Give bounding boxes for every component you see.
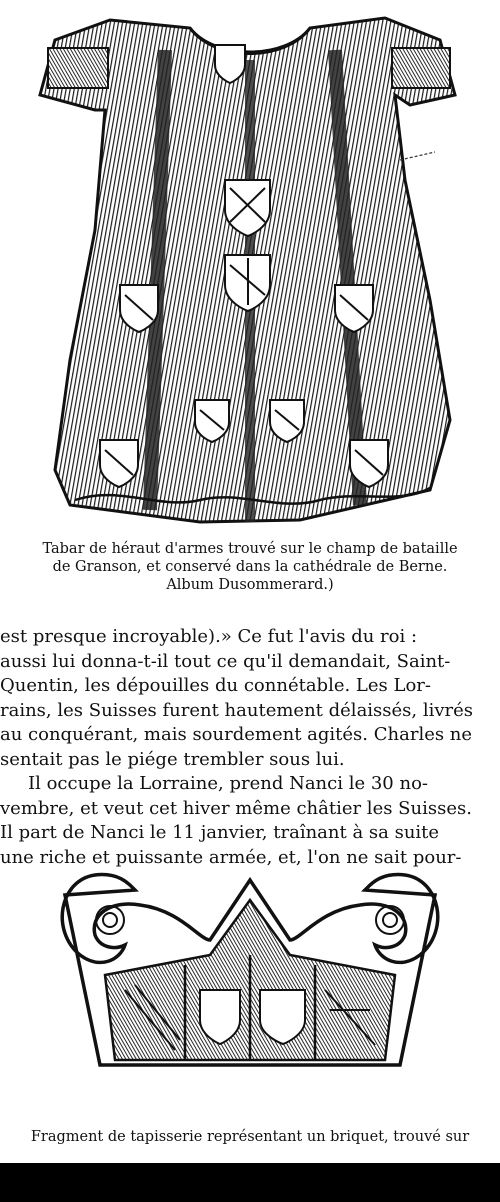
text-line: Quentin, les dépouilles du connétable. Les Lor-	[0, 675, 431, 696]
text-line: une riche et puissante armée, et, l'on ne sait pour-	[0, 846, 462, 868]
tabard-engraving	[0, 0, 500, 530]
text-line: rains, les Suisses furent hautement délaissés, livrés	[0, 699, 474, 721]
figure-caption-tabard	[0, 540, 500, 594]
caption-line: de Granson, et conservé dans la cathédrale de Berne.	[52, 559, 448, 575]
text-line: au conquérant, mais sourdement agités. Charles ne	[0, 724, 473, 745]
text-line: est presque incroyable).» Ce fut l'avis du roi :	[0, 626, 418, 647]
tapestry-fragment-illustration	[0, 860, 500, 1130]
caption-line: Album Dusommerard.)	[166, 577, 334, 593]
tabard-illustration	[0, 0, 500, 530]
briquet-engraving	[0, 860, 500, 1130]
text-line: Il occupe la Lorraine, prend Nanci le 30 no-	[28, 773, 428, 794]
text-line: vembre, et veut cet hiver même châtier les Suisses.	[0, 797, 472, 819]
text-line: aussi lui donna-t-il tout ce qu'il demandait, Saint-	[0, 650, 451, 672]
body-paragraphs	[0, 625, 500, 870]
caption-line: Tabar de héraut d'armes trouvé sur le champ de bataille	[42, 541, 458, 557]
scan-edge-bar	[0, 1163, 500, 1202]
text-line: sentait pas le piége trembler sous lui.	[0, 748, 345, 770]
figure-caption-fragment	[0, 1128, 500, 1146]
text-line: Il part de Nanci le 11 janvier, traînant à sa suite	[0, 822, 440, 843]
caption-line: Fragment de tapisserie représentant un briquet, trouvé sur	[30, 1129, 470, 1145]
